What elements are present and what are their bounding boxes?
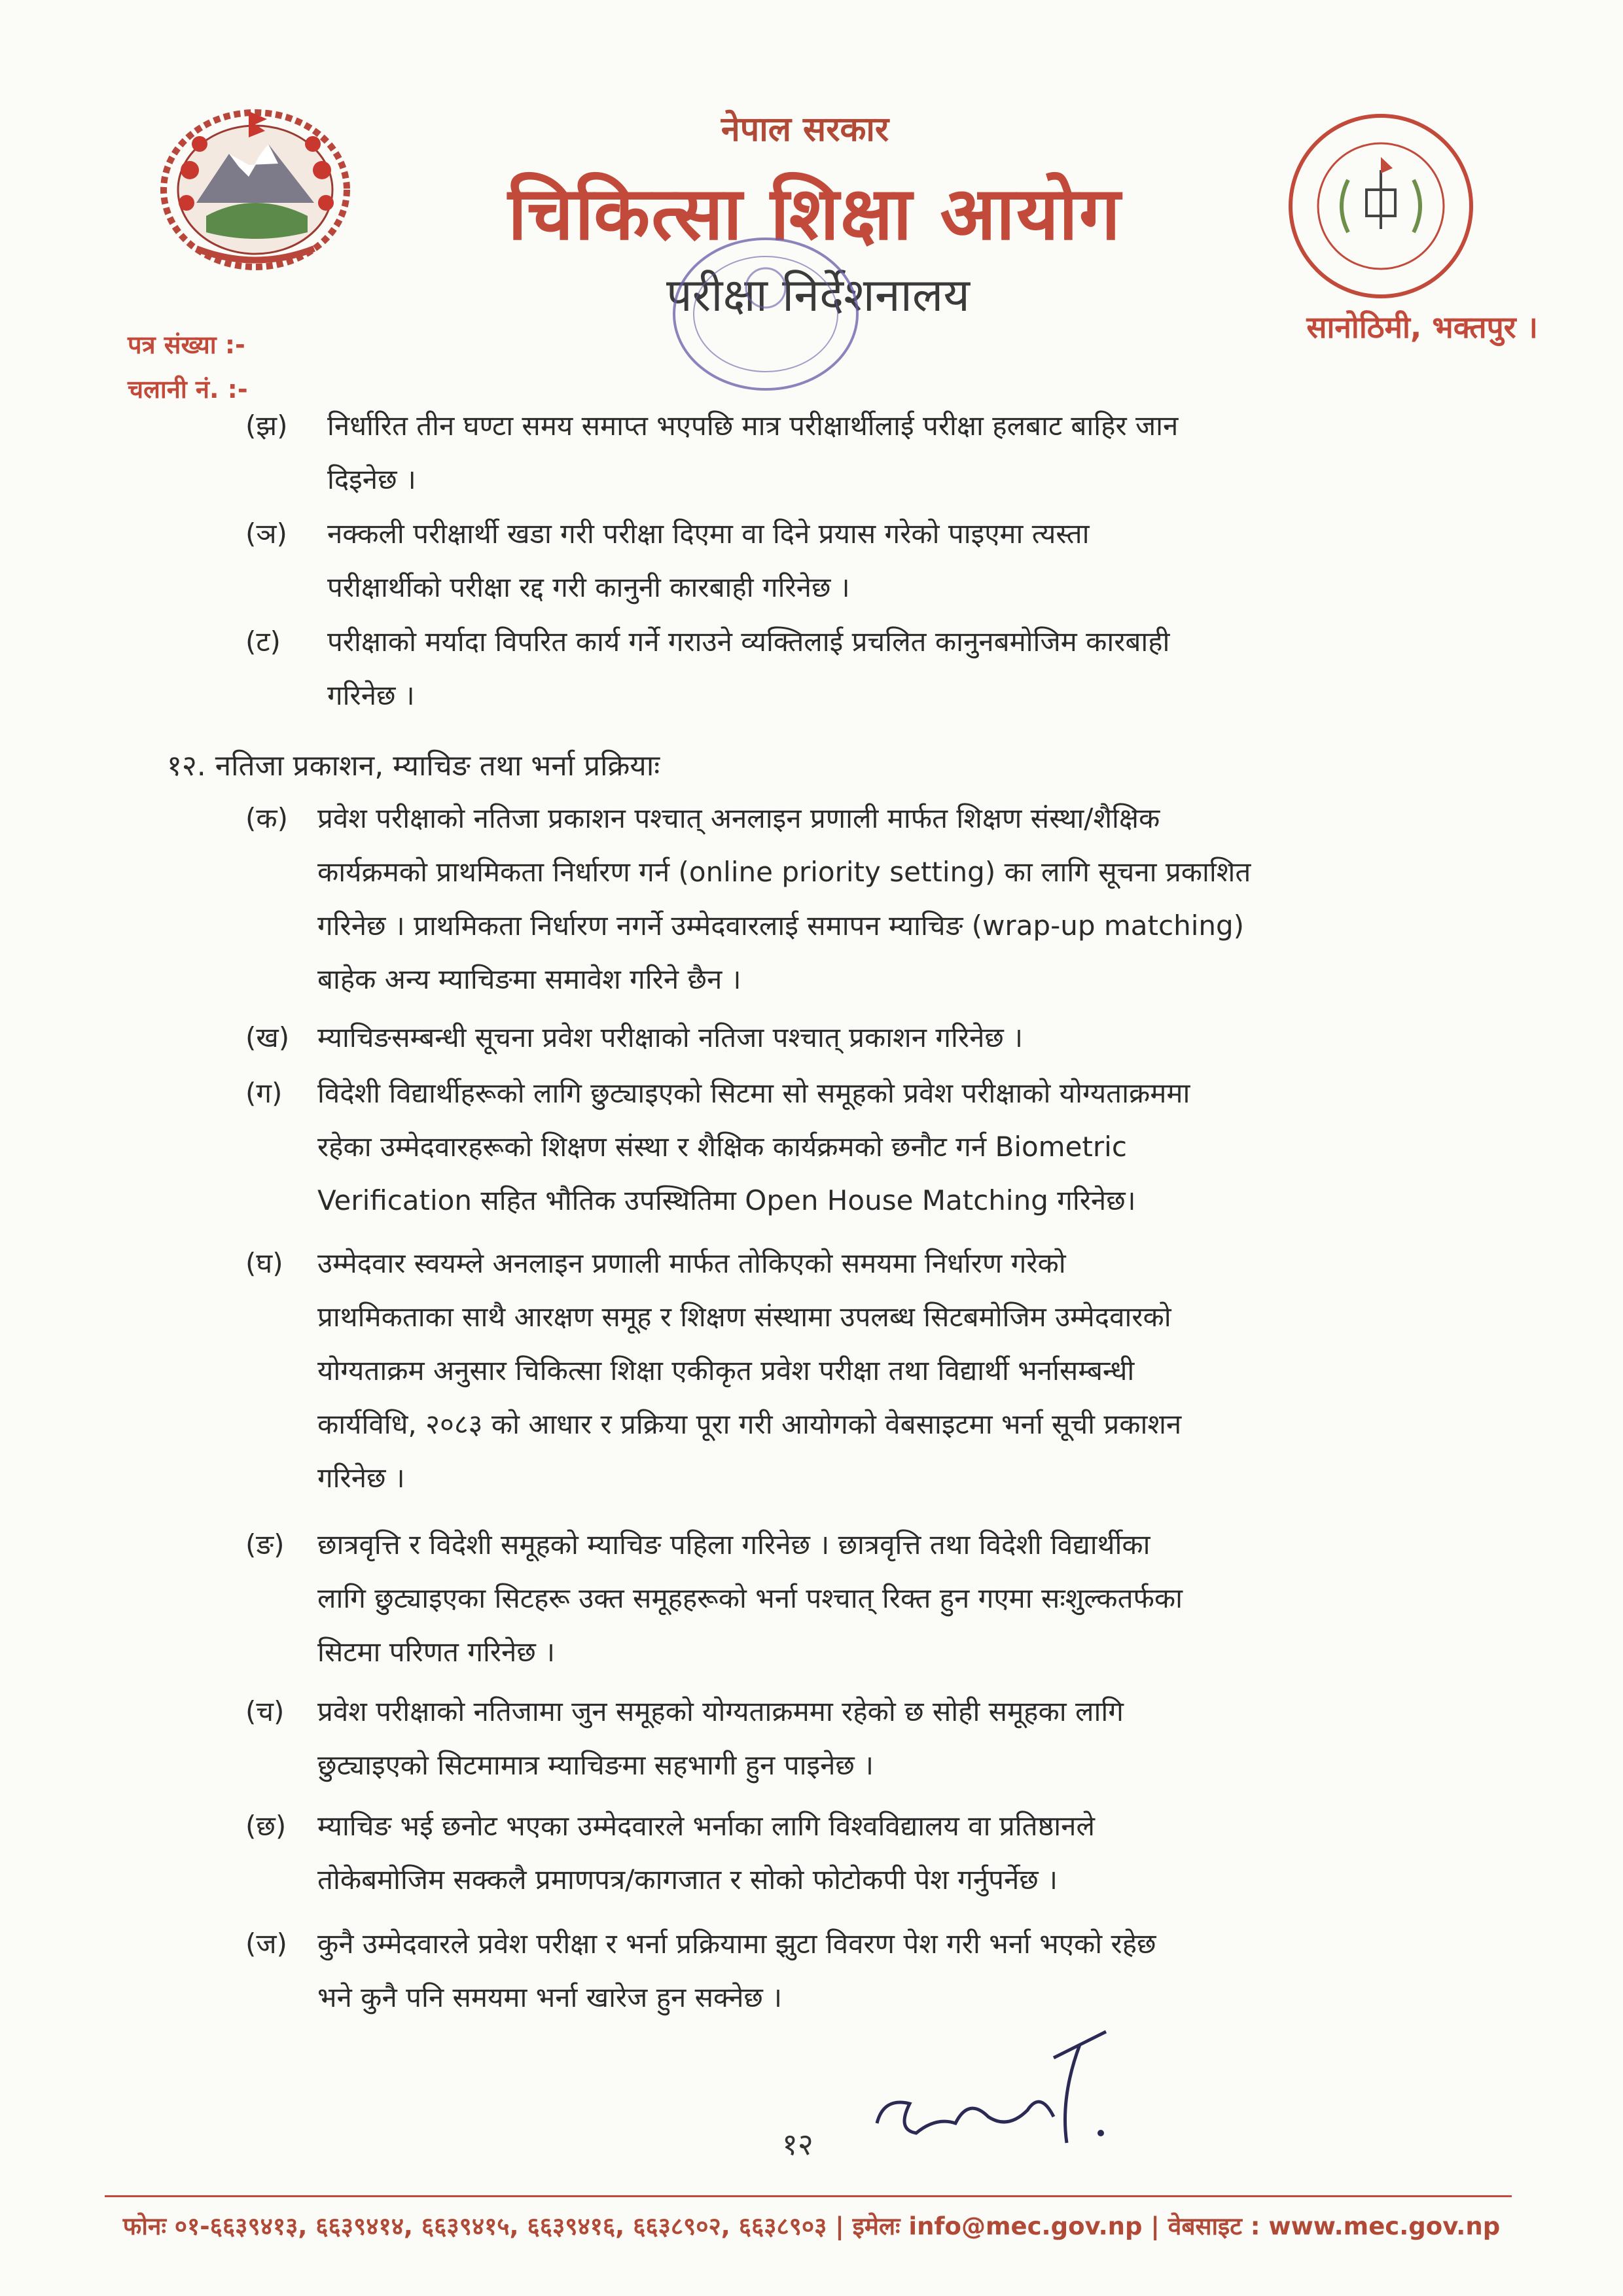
clause-marker: (ङ) — [245, 1528, 285, 1561]
clause-line: कार्यक्रमको प्राथमिकता निर्धारण गर्न (online priority setting) का लागि सूचना प्रकाशित — [317, 856, 1251, 888]
nepal-emblem — [151, 92, 360, 275]
clause-line: छुट्याइएको सिटमामात्र म्याचिङमा सहभागी हुन पाइनेछ । — [317, 1749, 874, 1781]
clause-line: कार्यविधि, २०८३ को आधार र प्रक्रिया पूरा गरी आयोगको वेबसाइटमा भर्ना सूची प्रकाशन — [317, 1408, 1182, 1440]
clause-line: दिइनेछ । — [327, 463, 416, 495]
clause-line: विदेशी विद्यार्थीहरूको लागि छुट्याइएको सिटमा सो समूहको प्रवेश परीक्षाको योग्यताक्रममा — [317, 1077, 1190, 1109]
page-number: १२ — [782, 2127, 813, 2162]
commission-name: चिकित्सा शिक्षा आयोग — [508, 171, 1122, 256]
clause-line: तोकेबमोजिम सक्कलै प्रमाणपत्र/कागजात र सोको फोटोकपी पेश गर्नुपर्नेछ । — [317, 1863, 1058, 1896]
section-heading: १२. नतिजा प्रकाशन, म्याचिङ तथा भर्ना प्रक्रियाः — [167, 749, 660, 783]
clause-marker: (घ) — [245, 1247, 283, 1279]
clause-marker: (ग) — [245, 1077, 283, 1109]
clause-line: सिटमा परिणत गरिनेछ । — [317, 1636, 556, 1668]
footer-divider — [105, 2195, 1512, 2197]
clause-marker: (झ) — [245, 410, 288, 442]
office-address: सानोठिमी, भक्तपुर । — [1306, 309, 1538, 345]
clause-line: प्रवेश परीक्षाको नतिजामा जुन समूहको योग्यताक्रममा रहेको छ सोही समूहका लागि — [317, 1695, 1124, 1727]
clause-line: गरिनेछ । — [327, 679, 415, 711]
government-name: नेपाल सरकार — [721, 110, 889, 149]
clause-line: प्राथमिकताका साथै आरक्षण समूह र शिक्षण संस्थामा उपलब्ध सिटबमोजिम उम्मेदवारको — [317, 1301, 1171, 1333]
clause-marker: (च) — [245, 1695, 285, 1727]
footer-contact: फोनः ०१-६६३९४१३, ६६३९४१४, ६६३९४१५, ६६३९४१६, ६६३८९०२, ६६३८९०३ | इमेलः info@mec.gov.np | वेबसाइट : www.mec.gov.np — [122, 2212, 1501, 2240]
clause-line: लागि छुट्याइएका सिटहरू उक्त समूहहरूको भर्ना पश्चात् रिक्त हुन गएमा सःशुल्कतर्फका — [317, 1582, 1183, 1614]
mec-logo — [1283, 108, 1479, 304]
clause-line: परीक्षार्थीको परीक्षा रद्द गरी कानुनी कारबाही गरिनेछ । — [327, 571, 850, 603]
dispatch-number-label: चलानी नं. :- — [128, 375, 248, 404]
clause-marker: (क) — [245, 802, 289, 834]
clause-line: रहेका उम्मेदवारहरूको शिक्षण संस्था र शैक्षिक कार्यक्रमको छनौट गर्न Biometric — [317, 1131, 1127, 1163]
clause-line: नक्कली परीक्षार्थी खडा गरी परीक्षा दिएमा वा दिने प्रयास गरेको पाइएमा त्यस्ता — [327, 518, 1090, 550]
clause-marker: (ञ) — [245, 518, 287, 550]
clause-line: उम्मेदवार स्वयम्ले अनलाइन प्रणाली मार्फत तोकिएको समयमा निर्धारण गरेको — [317, 1247, 1066, 1279]
clause-line: म्याचिङसम्बन्धी सूचना प्रवेश परीक्षाको नतिजा पश्चात् प्रकाशन गरिनेछ । — [317, 1021, 1024, 1053]
clause-line: गरिनेछ । प्राथमिकता निर्धारण नगर्ने उम्मेदवारलाई समापन म्याचिङ (wrap-up matching) — [317, 910, 1245, 942]
clause-line: योग्यताक्रम अनुसार चिकित्सा शिक्षा एकीकृत प्रवेश परीक्षा तथा विद्यार्थी भर्नासम्बन्धी — [317, 1354, 1135, 1386]
signature — [857, 2019, 1145, 2163]
official-stamp — [622, 216, 910, 412]
clause-line: गरिनेछ । — [317, 1462, 405, 1494]
clause-line: प्रवेश परीक्षाको नतिजा प्रकाशन पश्चात् अनलाइन प्रणाली मार्फत शिक्षण संस्था/शैक्षिक — [317, 802, 1160, 834]
clause-marker: (ज) — [245, 1928, 287, 1960]
directorate-name: परीक्षा निर्देशनालय — [666, 268, 970, 322]
clause-line: Verification सहित भौतिक उपस्थितिमा Open House Matching गरिनेछ। — [317, 1184, 1136, 1216]
clause-line: छात्रवृत्ति र विदेशी समूहको म्याचिङ पहिला गरिनेछ । छात्रवृत्ति तथा विदेशी विद्यार्थीका — [317, 1528, 1150, 1561]
clause-line: कुनै उम्मेदवारले प्रवेश परीक्षा र भर्ना प्रक्रियामा झुटा विवरण पेश गरी भर्ना भएको रहेछ — [317, 1928, 1156, 1960]
clause-line: भने कुनै पनि समयमा भर्ना खारेज हुन सक्नेछ । — [317, 1981, 783, 2013]
clause-marker: (छ) — [245, 1810, 287, 1842]
letter-number-label: पत्र संख्या :- — [128, 330, 245, 359]
clause-line: म्याचिङ भई छनोट भएका उम्मेदवारले भर्नाका लागि विश्वविद्यालय वा प्रतिष्ठानले — [317, 1810, 1095, 1842]
clause-line: बाहेक अन्य म्याचिङमा समावेश गरिने छैन । — [317, 963, 741, 995]
clause-marker: (ख) — [245, 1021, 290, 1053]
clause-line: निर्धारित तीन घण्टा समय समाप्त भएपछि मात्र परीक्षार्थीलाई परीक्षा हलबाट बाहिर जान — [327, 410, 1179, 442]
clause-line: परीक्षाको मर्यादा विपरित कार्य गर्ने गराउने व्यक्तिलाई प्रचलित कानुनबमोजिम कारबाही — [327, 626, 1170, 658]
clause-marker: (ट) — [245, 626, 281, 658]
